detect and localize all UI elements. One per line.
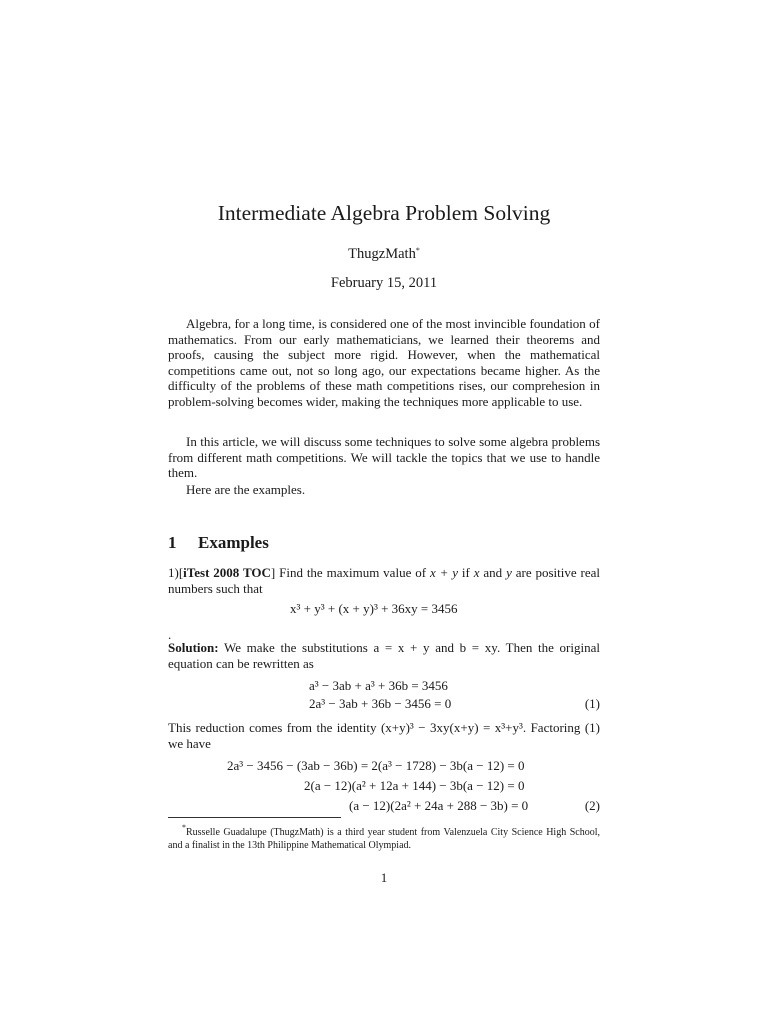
problem-text-c: and (479, 565, 507, 580)
abstract-3 (168, 482, 600, 498)
problem-var-y: y (506, 565, 512, 580)
section-heading (168, 533, 269, 553)
problem-text (168, 565, 600, 596)
problem-statement (168, 565, 600, 596)
problem-text-d: are positive real numbers such that (168, 565, 601, 596)
solution-intro (168, 640, 600, 671)
equation-2-line-3: (a − 12)(2a² + 24a + 288 − 3b) = 0 (349, 798, 529, 813)
equation-1-label: (1) (584, 696, 600, 711)
equation-2-line-1: 2a³ − 3456 − (3ab − 36b) = 2(a³ − 1728) − 3b(a − 12) = 0 (227, 758, 525, 773)
page-number: 1 (380, 870, 388, 885)
abstract-paragraph-3: Here are the examples. (186, 482, 306, 497)
paper-date: February 15, 2011 (330, 275, 438, 291)
abstract-2 (168, 434, 600, 481)
problem-text-a: ] Find the maximum value of (270, 565, 430, 580)
problem-var-expr: x + y (429, 565, 459, 580)
footnote-rule (168, 817, 341, 818)
footnote-text: Russelle Guadalupe (ThugzMath) is a third year student from Valenzuela City Science High School, and a finalist in the 13th Philippine Mathematical Olympiad. (168, 827, 600, 851)
paper-title: Intermediate Algebra Problem Solving (217, 201, 551, 225)
problem-var-x: x (473, 565, 480, 580)
author-name: ThugzMath (348, 246, 416, 262)
section-number: 1 (168, 533, 177, 552)
footnote-mark: * (182, 823, 186, 832)
problem-prefix: 1)[ (168, 565, 184, 580)
reduction-paragraph (168, 720, 600, 751)
author-line (0, 246, 768, 263)
equation-2-line-2: 2(a − 12)(a² + 12a + 144) − 3b(a − 12) = 0 (304, 778, 525, 793)
problem-source: iTest 2008 TOC (183, 565, 271, 580)
equation-1-line-2: 2a³ − 3ab + 36b − 3456 = 0 (309, 696, 452, 711)
author-footnote-mark: * (415, 246, 420, 255)
reduction-text: This reduction comes from the identity (x+y)³ − 3xy(x+y) = x³+y³. Factoring (1) we have (168, 720, 600, 751)
problem-text-b: if (458, 565, 474, 580)
abstract-paragraph-1: Algebra, for a long time, is considered one of the most invincible foundation of mathematics. From our early mathematicians, we learned their theorems and proofs, causing the subject more rigid. However, when the mathematical competitions came out, not so long ago, our expectations became higher. As the difficulty of the problems of these math competitions rises, our comprehesion in problem-solving becomes wider, making the techniques more applicable to use. (168, 316, 600, 409)
main-equation: x³ + y³ + (x + y)³ + 36xy = 3456 (290, 601, 458, 616)
section-title: Examples (198, 533, 269, 552)
solution-text (168, 640, 600, 671)
footnote (168, 822, 600, 852)
abstract (168, 316, 600, 410)
abstract-paragraph-2: In this article, we will discuss some techniques to solve some algebra problems from different math competitions. We will tackle the topics that we use to handle them. (168, 434, 600, 481)
equation-1-line-1: a³ − 3ab + a³ + 36b = 3456 (309, 678, 448, 693)
equation-2-label: (2) (584, 798, 600, 813)
stray-period: . (168, 627, 172, 642)
solution-label: Solution: (168, 640, 219, 655)
solution-body: We make the substitutions a = x + y and b = xy. Then the original equation can be rewritten as (168, 640, 600, 671)
